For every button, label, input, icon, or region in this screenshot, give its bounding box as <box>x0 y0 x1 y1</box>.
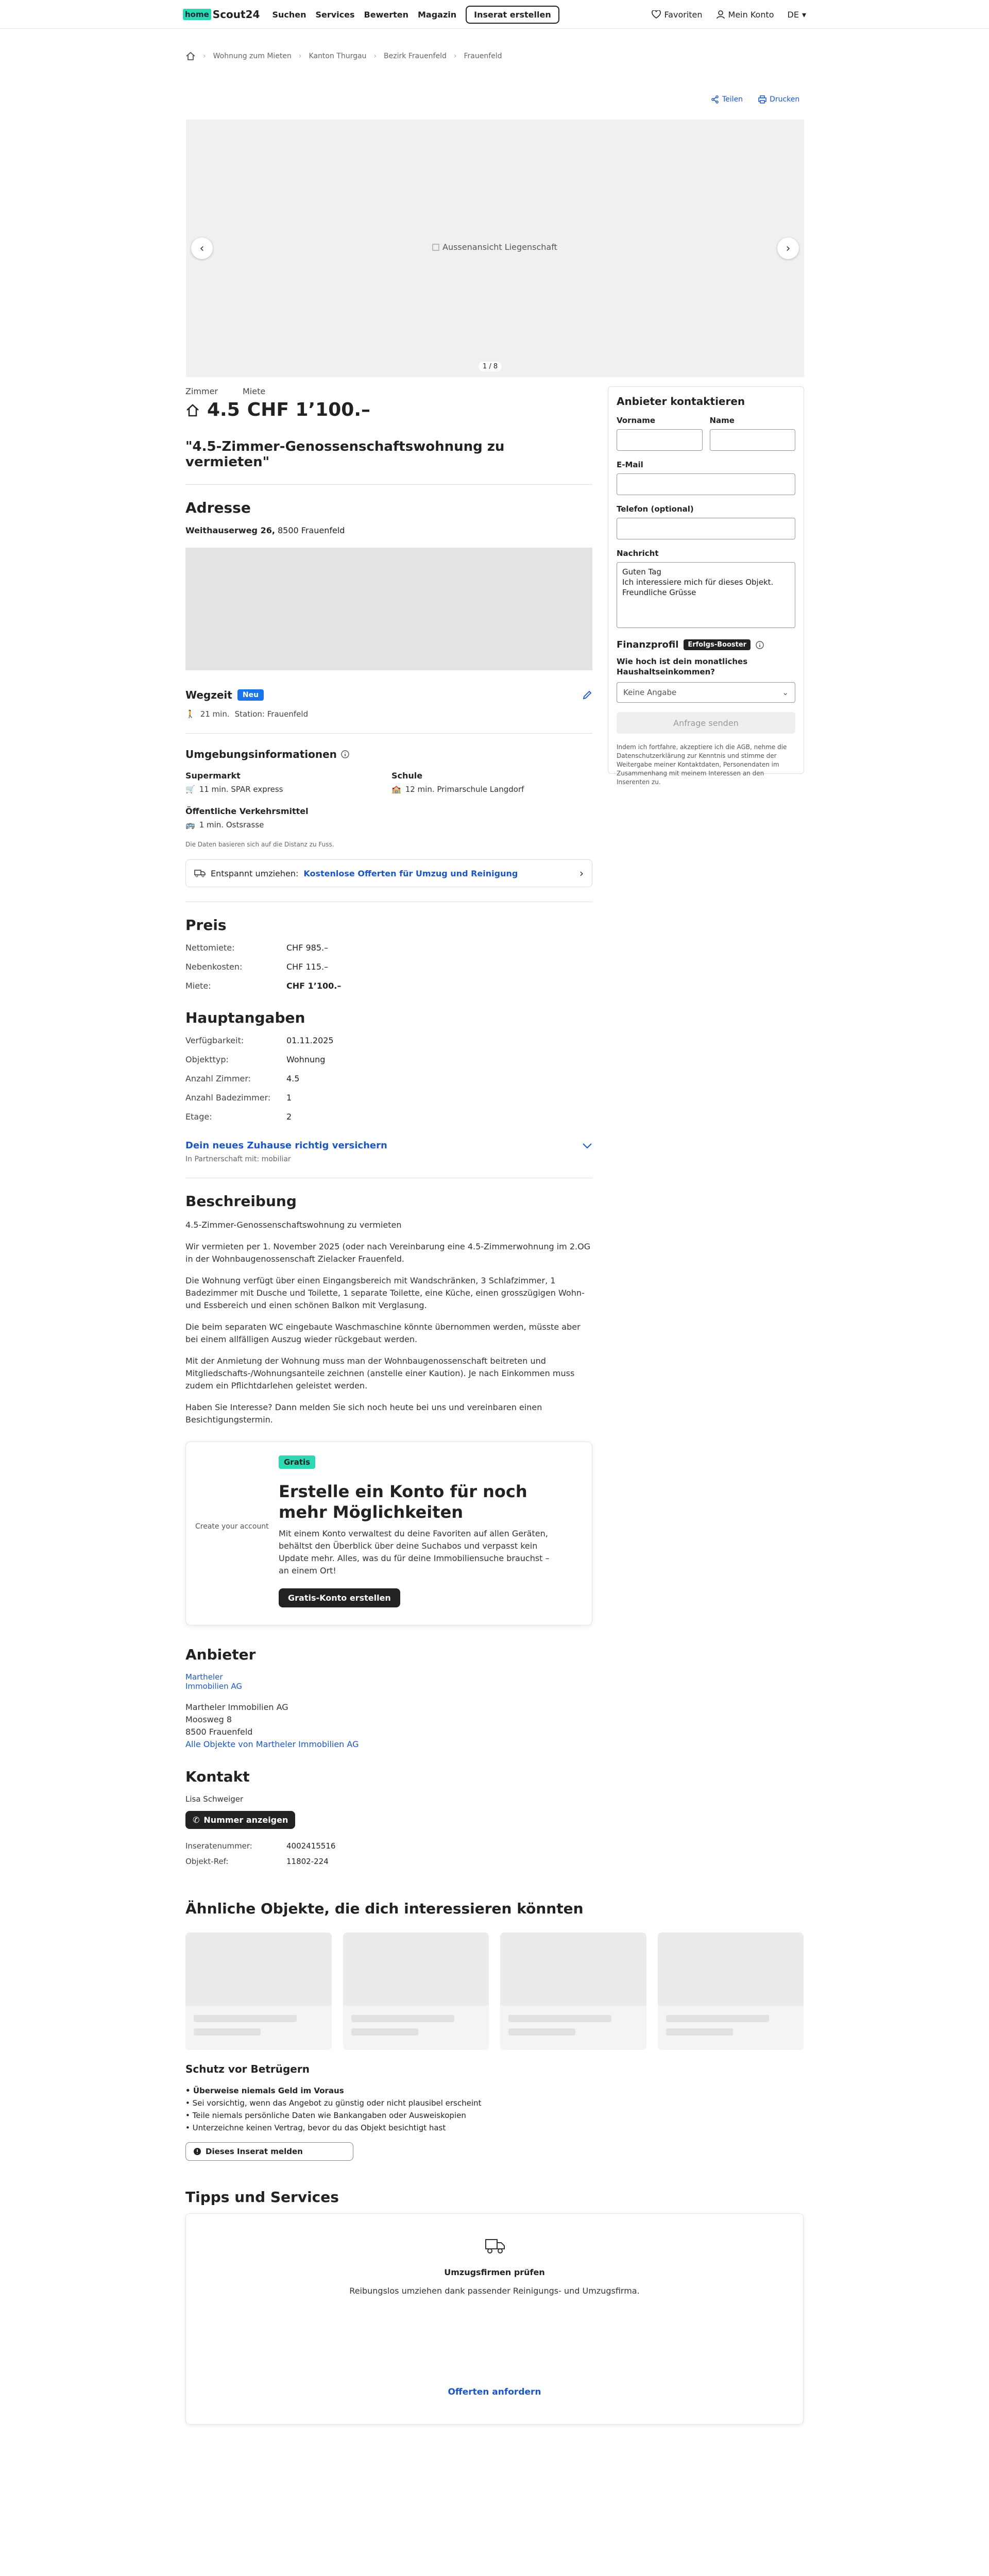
phone-label: Telefon (optional) <box>617 504 694 514</box>
transit-info <box>185 806 391 829</box>
home-icon[interactable] <box>185 52 196 61</box>
message-textarea[interactable]: Guten Tag Ich interessiere mich für dieses Objekt. Freundliche Grüsse <box>617 562 795 628</box>
commute-duration: 21 min. <box>200 709 230 719</box>
object-ref-value: 11802-224 <box>286 1857 329 1866</box>
truck-icon <box>194 869 206 877</box>
similar-listing-card[interactable] <box>185 1933 332 2050</box>
divider <box>185 484 592 485</box>
description-text <box>185 1219 592 1426</box>
contact-form <box>608 386 804 786</box>
chevron-down-icon: ▾ <box>802 9 806 20</box>
report-listing-button[interactable] <box>185 2142 353 2161</box>
rooms-value: 4.5 <box>207 399 240 420</box>
last-name-label: Name <box>709 416 735 425</box>
transit-title: Öffentliche Verkehrsmittel <box>185 806 309 816</box>
breadcrumb-separator: › <box>203 52 206 60</box>
price-table <box>185 943 592 991</box>
cart-icon: 🛒 <box>185 785 195 794</box>
detail-value: 1 <box>286 1093 292 1103</box>
address-text <box>185 526 592 535</box>
signup-image: Create your account <box>195 1522 269 1531</box>
signup-card <box>185 1442 592 1625</box>
school-value: 12 min. Primarschule Langdorf <box>405 785 524 794</box>
gallery-image-alt: Aussenansicht Liegenschaft <box>442 242 557 252</box>
listing-details <box>185 386 592 1866</box>
surroundings-note: Die Daten basieren sich auf die Distanz zu Fuss. <box>185 841 334 848</box>
supermarket-info <box>185 771 391 794</box>
show-number-button[interactable] <box>185 1811 295 1829</box>
description-paragraph: 4.5-Zimmer-Genossenschaftswohnung zu vermieten <box>185 1220 402 1230</box>
share-button[interactable] <box>711 95 743 104</box>
school-title: Schule <box>391 771 423 781</box>
price-label: Nettomiete: <box>185 943 235 953</box>
description-paragraph: Wir vermieten per 1. November 2025 (oder nach Vereinbarung eine 4.5-Zimmerwohnung im 2.OG in der Wohnbaugenossenschaft Zielacker Frauenfeld. <box>185 1242 591 1264</box>
print-label: Drucken <box>770 95 800 104</box>
finance-profile-title: Finanzprofil <box>617 639 679 650</box>
main-details-table <box>185 1036 592 1122</box>
description-heading: Beschreibung <box>185 1193 297 1210</box>
address-city: 8500 Frauenfeld <box>278 526 345 535</box>
transit-value: 1 min. Ostsrasse <box>199 820 264 829</box>
insurance-partner <box>185 1155 592 1163</box>
heart-icon <box>652 10 661 19</box>
new-badge: Neu <box>237 689 264 701</box>
print-button[interactable] <box>758 95 799 104</box>
gallery-next-button[interactable] <box>777 238 799 259</box>
signup-title: Erstelle ein Konto für noch mehr Möglichkeiten <box>279 1482 527 1522</box>
share-label: Teilen <box>722 95 743 104</box>
provider-logo-alt: Martheler Immobilien AG <box>185 1672 242 1691</box>
chevron-left-icon: ‹ <box>199 242 204 255</box>
description-paragraph: Haben Sie Interesse? Dann melden Sie sich noch heute bei uns und vereinbaren einen Besichtigungstermin. <box>185 1402 542 1425</box>
contact-form-title: Anbieter kontaktieren <box>617 395 745 408</box>
breadcrumb-item[interactable]: Wohnung zum Mieten <box>213 52 292 60</box>
similar-listings <box>185 1900 804 2050</box>
tips-services <box>185 2189 804 2206</box>
price-value: CHF 115.– <box>286 962 329 972</box>
success-booster-badge: Erfolgs-Booster <box>684 639 751 650</box>
chevron-right-icon: › <box>786 242 791 255</box>
detail-value: 01.11.2025 <box>286 1036 334 1045</box>
contact-heading: Kontakt <box>185 1768 250 1785</box>
price-label: Nebenkosten: <box>185 962 243 972</box>
image-gallery[interactable] <box>186 120 804 377</box>
show-number-label: Nummer anzeigen <box>203 1815 288 1825</box>
similar-listing-card[interactable] <box>658 1933 804 2050</box>
favorites-label: Favoriten <box>664 9 703 20</box>
share-icon <box>711 95 719 104</box>
detail-label: Anzahl Badezimmer: <box>185 1093 271 1103</box>
nav-search[interactable]: Suchen <box>272 9 306 20</box>
similar-heading: Ähnliche Objekte, die dich interessieren könnten <box>185 1900 584 1917</box>
commute-info <box>185 709 592 719</box>
provider-address <box>185 1701 592 1751</box>
breadcrumb-separator: › <box>298 52 302 60</box>
rooms-label: Zimmer <box>185 386 218 396</box>
nav-magazine[interactable]: Magazin <box>417 9 457 20</box>
gallery-counter: 1 / 8 <box>479 362 502 371</box>
listing-title: "4.5-Zimmer-Genossenschaftswohnung zu vermieten" <box>185 439 505 470</box>
message-label: Nachricht <box>617 549 659 558</box>
last-name-input[interactable] <box>710 429 796 451</box>
price-heading: Preis <box>185 917 227 934</box>
detail-label: Verfügbarkeit: <box>185 1036 244 1045</box>
detail-value: 4.5 <box>286 1074 300 1083</box>
phone-input[interactable] <box>617 518 795 539</box>
detail-value: Wohnung <box>286 1055 326 1064</box>
map[interactable] <box>185 548 592 670</box>
listing-id-value: 4002415516 <box>286 1841 336 1851</box>
address-heading: Adresse <box>185 499 251 516</box>
provider-logo[interactable] <box>185 1672 247 1691</box>
report-listing-label: Dieses Inserat melden <box>206 2147 303 2156</box>
insurance-partner-label: In Partnerschaft mit: <box>185 1155 260 1163</box>
broken-image-icon <box>432 244 439 251</box>
provider-city: 8500 Frauenfeld <box>185 1727 253 1737</box>
listing-actions <box>711 95 799 104</box>
breadcrumb-item[interactable]: Bezirk Frauenfeld <box>384 52 447 60</box>
walking-icon: 🚶 <box>185 709 195 719</box>
nav-services[interactable]: Services <box>315 9 355 20</box>
provider-street: Moosweg 8 <box>185 1715 232 1724</box>
info-icon[interactable] <box>341 750 349 758</box>
chevron-down-icon: ⌄ <box>782 688 789 697</box>
info-icon[interactable] <box>756 641 764 649</box>
fraud-protection <box>185 2063 804 2161</box>
create-account-button[interactable]: Gratis-Konto erstellen <box>279 1588 400 1607</box>
fraud-heading: Schutz vor Betrügern <box>185 2063 310 2075</box>
commute-station: Station: Frauenfeld <box>234 709 309 719</box>
mobiliar-logo: mobiliar <box>261 1155 291 1163</box>
school-icon: 🏫 <box>391 785 401 794</box>
tip-title: Umzugsfirmen prüfen <box>444 2267 545 2277</box>
edit-icon[interactable] <box>582 690 592 700</box>
main-details-heading: Hauptangaben <box>185 1009 305 1026</box>
printer-icon <box>758 95 766 104</box>
tip-description: Reibungslos umziehen dank passender Reinigungs- und Umzugsfirma. <box>349 2286 640 2296</box>
breadcrumb-separator: › <box>453 52 457 60</box>
price-value: CHF 985.– <box>286 943 329 953</box>
income-select[interactable] <box>617 682 795 703</box>
commute-section <box>185 689 592 701</box>
price-label: Miete: <box>185 981 211 991</box>
main-nav <box>272 10 456 20</box>
rent-value: CHF 1’100.– <box>247 399 371 420</box>
free-badge: Gratis <box>279 1455 315 1469</box>
chevron-right-icon: › <box>579 867 584 879</box>
account-label: Mein Konto <box>728 9 774 20</box>
tip-link[interactable]: Offerten anfordern <box>448 2387 541 2397</box>
provider-all-listings-link[interactable]: Alle Objekte von Martheler Immobilien AG <box>185 1739 359 1749</box>
income-select-value: Keine Angabe <box>623 688 677 697</box>
address-street: Weithauserweg 26, <box>185 526 275 535</box>
bus-icon: 🚌 <box>185 820 195 829</box>
house-icon <box>185 403 200 417</box>
nav-rate[interactable]: Bewerten <box>364 9 408 20</box>
tips-heading: Tipps und Services <box>185 2189 339 2206</box>
moving-offer-banner[interactable] <box>185 859 592 887</box>
fraud-tip: • Unterzeichne keinen Vertrag, bevor du das Objekt besichtigt hast <box>185 2122 804 2134</box>
gallery-prev-button[interactable] <box>191 238 213 259</box>
logo[interactable] <box>183 8 260 21</box>
breadcrumb-item[interactable]: Frauenfeld <box>464 52 502 60</box>
rent-label: Miete <box>243 386 266 396</box>
fraud-tip: • Teile niemals persönliche Daten wie Bankangaben oder Ausweiskopien <box>185 2109 804 2122</box>
email-label: E-Mail <box>617 460 643 469</box>
favorites-link[interactable] <box>652 10 702 20</box>
contact-legal-text: Indem ich fortfahre, akzeptiere ich die AGB, nehme die Datenschutzerklärung zur Kenntnis und stimme der Weitergabe meiner Kontaktdaten, Personendaten im Zusammenhang mit meinem Interessen an den Inserenten zu. <box>617 743 787 786</box>
tip-card-moving <box>185 2213 804 2425</box>
truck-icon <box>483 2235 507 2256</box>
breadcrumb <box>185 52 502 61</box>
first-name-input[interactable] <box>617 429 703 451</box>
detail-label: Etage: <box>185 1112 212 1122</box>
email-input[interactable] <box>617 473 795 495</box>
income-question: Wie hoch ist dein monatliches Haushaltseinkommen? <box>617 657 748 676</box>
first-name-label: Vorname <box>617 416 656 425</box>
logo-home: home <box>183 9 211 20</box>
similar-listing-card[interactable] <box>500 1933 646 2050</box>
fraud-tip: • Überweise niemals Geld im Voraus <box>185 2084 804 2097</box>
provider-heading: Anbieter <box>185 1646 256 1663</box>
contact-person: Lisa Schweiger <box>185 1794 244 1804</box>
alert-icon <box>193 2147 201 2156</box>
price-value: CHF 1’100.– <box>286 981 342 991</box>
detail-value: 2 <box>286 1112 292 1122</box>
fraud-tip: • Sei vorsichtig, wenn das Angebot zu günstig oder nicht plausibel erscheint <box>185 2097 804 2109</box>
user-icon <box>716 10 725 19</box>
school-info <box>391 771 592 794</box>
detail-label: Anzahl Zimmer: <box>185 1074 251 1083</box>
create-listing-button[interactable]: Inserat erstellen <box>466 6 559 24</box>
top-navigation <box>0 0 989 29</box>
similar-listing-card[interactable] <box>343 1933 489 2050</box>
gallery-image <box>432 242 557 252</box>
listing-id-label: Inseratenummer: <box>185 1841 252 1851</box>
insurance-title: Dein neues Zuhause richtig versichern <box>185 1140 387 1151</box>
breadcrumb-item[interactable]: Kanton Thurgau <box>309 52 367 60</box>
phone-icon: ✆ <box>193 1815 200 1825</box>
surroundings-title: Umgebungsinformationen <box>185 748 337 760</box>
signup-text: Mit einem Konto verwaltest du deine Favoriten auf allen Geräten, behältst den Überblick über deine Suchabos und verpasst kein Update mehr. Alles, was du für deine Immobiliensuche brauchst – an einem Ort! <box>279 1529 550 1575</box>
chevron-down-icon <box>582 1143 592 1149</box>
supermarket-title: Supermarkt <box>185 771 241 781</box>
insurance-accordion[interactable] <box>185 1140 592 1151</box>
language-label: DE <box>787 9 799 20</box>
provider-name: Martheler Immobilien AG <box>185 1702 288 1712</box>
moving-offer-lead: Entspannt umziehen: <box>211 868 299 878</box>
object-ref-label: Objekt-Ref: <box>185 1857 229 1866</box>
listing-ids <box>185 1841 592 1866</box>
send-request-button[interactable]: Anfrage senden <box>617 712 795 734</box>
surroundings-heading <box>185 748 592 760</box>
account-link[interactable] <box>716 10 774 20</box>
description-paragraph: Die Wohnung verfügt über einen Eingangsbereich mit Wandschränken, 3 Schlafzimmer, 1 Badezimmer mit Dusche und Toilette, 1 separate Toilette, eine Küche, einen grosszügigen Wohn- und Essbereich und einen schönen Balkon mit Verglasung. <box>185 1276 585 1310</box>
description-paragraph: Mit der Anmietung der Wohnung muss man der Wohnbaugenossenschaft beitreten und Mitgliedschafts-/Wohnungsanteile zeichnen (anstelle einer Kaution). Je nach Einkommen muss zudem ein Pflichtdarlehen geleistet werden. <box>185 1356 575 1391</box>
commute-heading: Wegzeit <box>185 689 232 701</box>
description-paragraph: Die beim separaten WC eingebaute Waschmaschine könnte übernommen werden, müsste aber bei einem allfälligen Auszug wieder rückgebaut werden. <box>185 1322 581 1344</box>
language-select[interactable] <box>788 10 806 20</box>
divider <box>185 733 592 734</box>
detail-label: Objekttyp: <box>185 1055 229 1064</box>
logo-scout: Scout24 <box>212 8 260 21</box>
finance-profile-header <box>617 639 795 650</box>
supermarket-value: 11 min. SPAR express <box>199 785 283 794</box>
breadcrumb-separator: › <box>373 52 377 60</box>
moving-offer-link[interactable]: Kostenlose Offerten für Umzug und Reinigung <box>303 868 518 878</box>
